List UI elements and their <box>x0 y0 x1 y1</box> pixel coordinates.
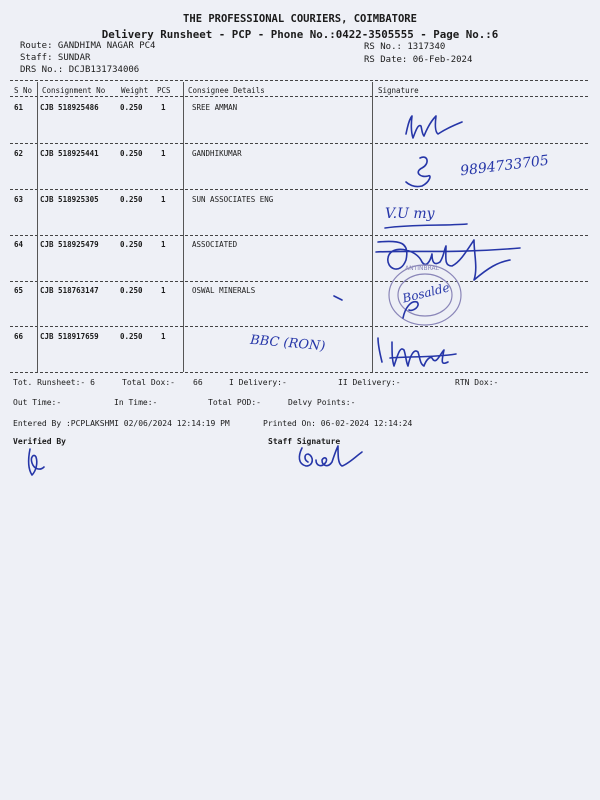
rs-date: RS Date: 06-Feb-2024 <box>364 55 473 65</box>
row-consignee: GANDHIKUMAR <box>192 149 242 158</box>
verifier-signature <box>20 445 50 480</box>
row-consignee: OSWAL MINERALS <box>192 286 256 295</box>
row-weight: 0.250 <box>120 149 143 158</box>
ink-mark <box>330 292 350 302</box>
row-weight: 0.250 <box>120 332 143 341</box>
stamp-text: ANTINBRAL <box>405 265 440 272</box>
row-weight: 0.250 <box>120 195 143 204</box>
route-label: Route: GANDHIMA NAGAR PC4 <box>20 41 156 51</box>
col-header-consignment: Consignment No <box>42 86 106 95</box>
handwritten-signature-row-65: Bosalde <box>401 280 451 306</box>
total-pod: Total POD:- <box>208 398 261 407</box>
row-sno: 66 <box>14 332 24 341</box>
column-divider <box>183 82 184 372</box>
row-pcs: 1 <box>161 195 166 204</box>
rs-number: RS No.: 1317340 <box>364 42 446 52</box>
signature-underline <box>383 222 473 232</box>
row-sno: 65 <box>14 286 24 295</box>
table-top-rule <box>10 80 588 81</box>
row-weight: 0.250 <box>120 240 143 249</box>
row-consignment: CJB 518925479 <box>40 240 99 249</box>
row-pcs: 1 <box>161 103 166 112</box>
row-sno: 62 <box>14 149 24 158</box>
col-header-sno: S No <box>14 86 33 95</box>
row-consignee: ASSOCIATED <box>192 240 238 249</box>
handwritten-signature-row-63: V.U my <box>385 206 435 222</box>
col-header-consignee: Consignee Details <box>188 86 265 95</box>
row-consignment: CJB 518917659 <box>40 332 99 341</box>
delvy-points: Delvy Points:- <box>288 398 356 407</box>
row-weight: 0.250 <box>120 103 143 112</box>
entered-by: Entered By :PCPLAKSHMI 02/06/2024 12:14:19 PM <box>13 419 230 428</box>
row-divider <box>10 326 588 327</box>
col-header-pcs: PCS <box>157 86 171 95</box>
staff-label: Staff: SUNDAR <box>20 53 91 63</box>
company-title: THE PROFESSIONAL COURIERS, COIMBATORE <box>183 13 417 25</box>
row-weight: 0.250 <box>120 286 143 295</box>
column-divider <box>37 82 38 372</box>
runsheet-subtitle: Delivery Runsheet - PCP - Phone No.:0422-3505555 - Page No.:6 <box>101 28 499 41</box>
signature-row-65 <box>395 290 475 325</box>
row-pcs: 1 <box>161 332 166 341</box>
handwritten-note-row-66: BBC (RON) <box>249 332 326 355</box>
row-sno: 64 <box>14 240 24 249</box>
total-dox-value: 66 <box>193 378 203 387</box>
row-divider <box>10 143 588 144</box>
signature-row-61 <box>400 110 470 145</box>
out-time: Out Time:- <box>13 398 62 407</box>
staff-signature <box>292 440 367 475</box>
col-header-weight: Weight <box>121 86 149 95</box>
handwritten-phone: 9894733705 <box>459 152 550 180</box>
row-consignment: CJB 518925305 <box>40 195 99 204</box>
column-divider <box>372 82 373 372</box>
row-pcs: 1 <box>161 286 166 295</box>
staff-signature-label: Staff Signature <box>268 437 341 446</box>
row-consignment: CJB 518925486 <box>40 103 99 112</box>
row-pcs: 1 <box>161 240 166 249</box>
total-runsheet: Tot. Runsheet:- 6 <box>13 378 95 387</box>
printed-on: Printed On: 06-02-2024 12:14:24 <box>263 419 413 428</box>
row-consignment: CJB 518763147 <box>40 286 99 295</box>
row-sno: 63 <box>14 195 24 204</box>
table-bottom-rule <box>10 372 588 373</box>
verified-by-label: Verified By <box>13 437 66 446</box>
ii-delivery: II Delivery:- <box>338 378 401 387</box>
i-delivery: I Delivery:- <box>229 378 287 387</box>
row-consignee: SUN ASSOCIATES ENG <box>192 195 274 204</box>
row-pcs: 1 <box>161 149 166 158</box>
rtn-dox: RTN Dox:- <box>455 378 499 387</box>
col-header-signature: Signature <box>378 86 419 95</box>
table-header-rule <box>10 96 588 97</box>
row-consignment: CJB 518925441 <box>40 149 99 158</box>
row-sno: 61 <box>14 103 24 112</box>
total-dox-label: Total Dox:- <box>122 378 175 387</box>
row-consignee: SREE AMMAN <box>192 103 238 112</box>
signature-row-66 <box>370 332 470 372</box>
in-time: In Time:- <box>114 398 158 407</box>
drs-number: DRS No.: DCJB131734006 <box>20 65 140 75</box>
